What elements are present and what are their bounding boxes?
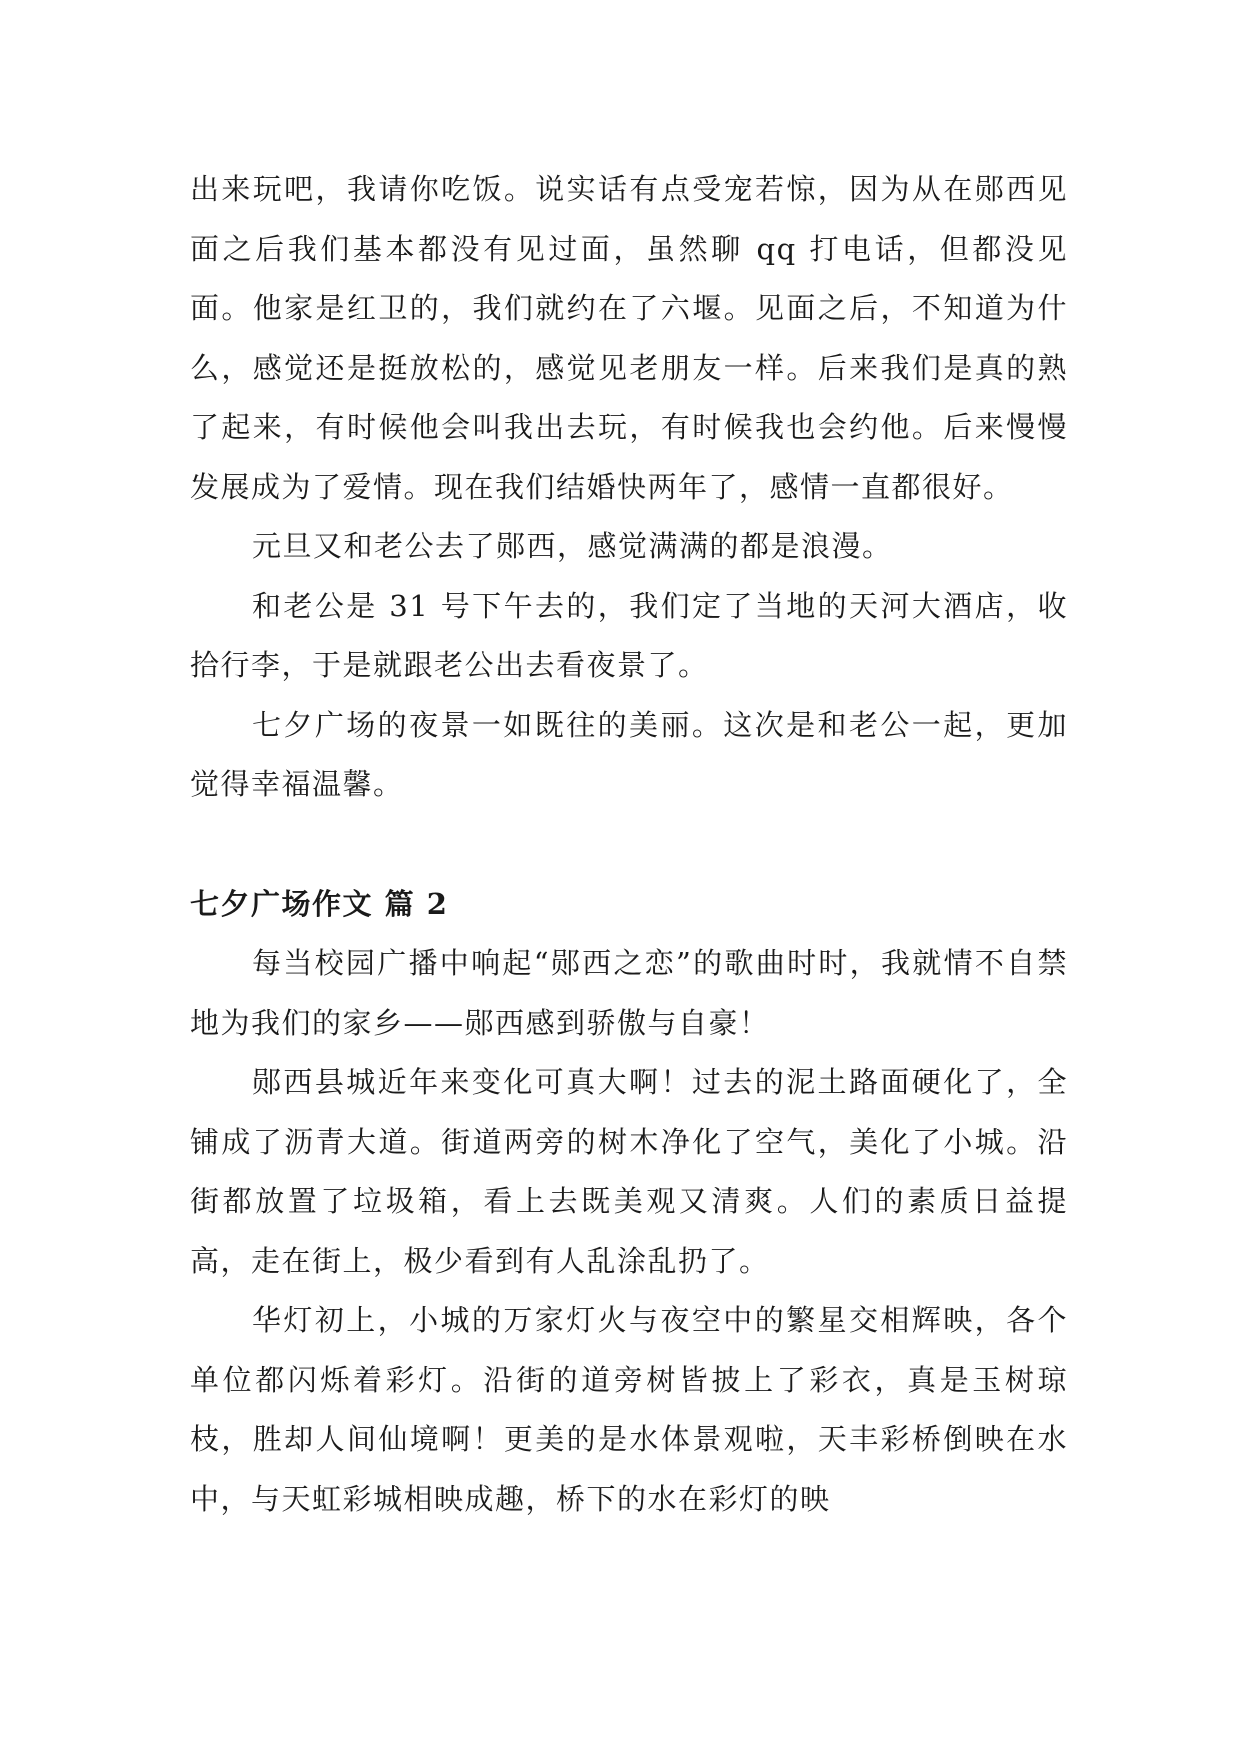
paragraph: 每当校园广播中响起“郧西之恋”的歌曲时时，我就情不自禁地为我们的家乡——郧西感到骄傲与自豪！ [190,946,1068,1040]
paragraph: 七夕广场的夜景一如既往的美丽。这次是和老公一起，更加觉得幸福温馨。 [190,707,1068,801]
paragraph: 元旦又和老公去了郧西，感觉满满的都是浪漫。 [252,529,893,563]
paragraph: 和老公是 31 号下午去的，我们定了当地的天河大酒店，收拾行李，于是就跟老公出去看夜景了。 [190,588,1068,682]
paragraph-continued: 出来玩吧，我请你吃饭。说实话有点受宠若惊，因为从在郧西见面之后我们基本都没有见过面，虽然聊 qq 打电话，但都没见面。他家是红卫的，我们就约在了六堰。见面之后，不知道为什么，感觉还是挺放松的，感觉见老朋友一样。后来我们是真的熟了起来，有时候他会叫我出去玩，有时候我也会约他。后来慢慢发展成为了爱情。现在我们结婚快两年了，感情一直都很好。 [190,172,1068,504]
section-heading: 七夕广场作文 篇 2 [190,886,449,921]
section-spacer [190,815,1068,875]
document-body [190,160,1068,1529]
paragraph: 华灯初上，小城的万家灯火与夜空中的繁星交相辉映，各个单位都闪烁着彩灯。沿街的道旁树皆披上了彩衣，真是玉树琼枝，胜却人间仙境啊！更美的是水体景观啦，天丰彩桥倒映在水中，与天虹彩城相映成趣，桥下的水在彩灯的映 [190,1303,1068,1516]
paragraph: 郧西县城近年来变化可真大啊！过去的泥土路面硬化了，全铺成了沥青大道。街道两旁的树木净化了空气，美化了小城。沿街都放置了垃圾箱，看上去既美观又清爽。人们的素质日益提高，走在街上，极少看到有人乱涂乱扔了。 [190,1065,1068,1278]
